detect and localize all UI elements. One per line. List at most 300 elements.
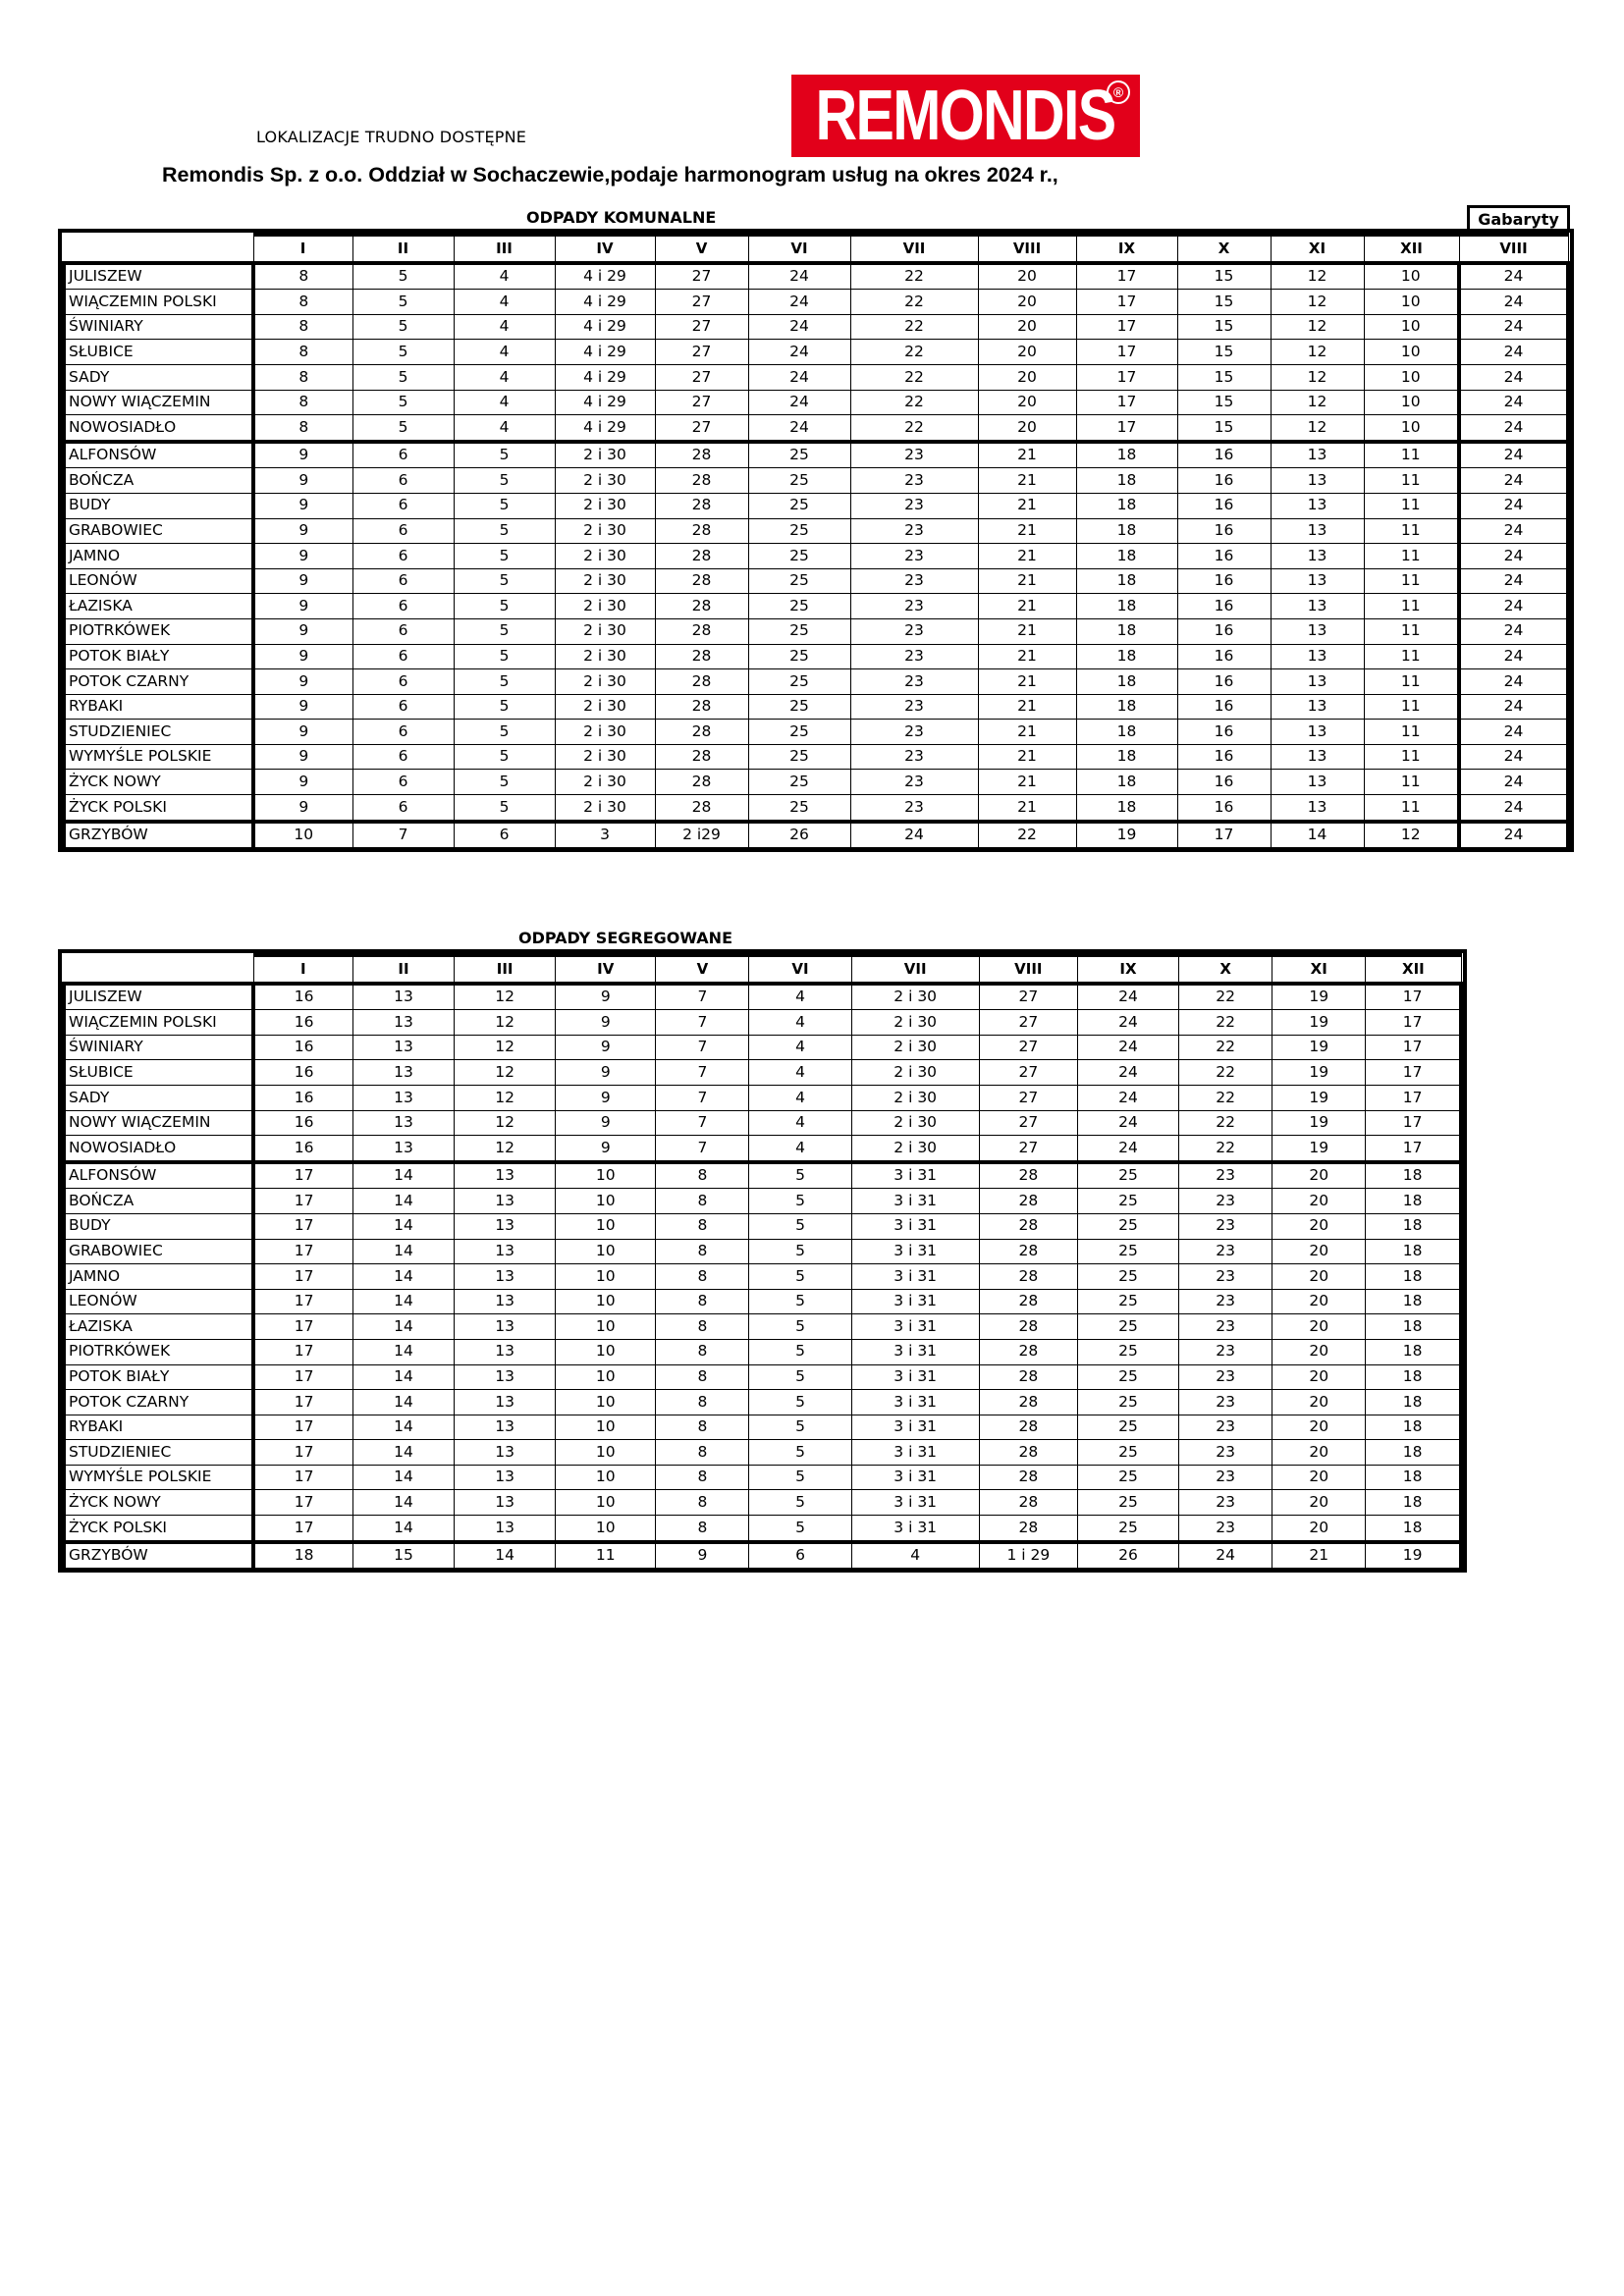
- schedule-cell: 19: [1272, 1035, 1366, 1060]
- schedule-cell: 5: [749, 1339, 851, 1364]
- schedule-cell: 13: [1271, 744, 1364, 770]
- locality-name: RYBAKI: [64, 694, 253, 720]
- table-row: [64, 720, 1568, 745]
- schedule-cell: 28: [655, 518, 748, 544]
- locality-name: WYMYŚLE POLSKIE: [64, 1465, 253, 1490]
- schedule-cell: 5: [749, 1516, 851, 1542]
- schedule-cell: 13: [1271, 644, 1364, 669]
- schedule-cell: 24: [1459, 669, 1568, 695]
- schedule-cell: 4 i 29: [555, 415, 655, 442]
- schedule-cell: 23: [850, 770, 978, 795]
- schedule-cell: 11: [556, 1542, 656, 1569]
- schedule-cell: 28: [655, 544, 748, 569]
- schedule-cell: 22: [1179, 1136, 1272, 1162]
- schedule-cell: 11: [1364, 669, 1459, 695]
- schedule-cell: 21: [978, 594, 1076, 619]
- schedule-cell: 28: [979, 1415, 1077, 1440]
- schedule-cell: 20: [978, 314, 1076, 340]
- table-row: [64, 1390, 1461, 1415]
- schedule-cell: 27: [655, 415, 748, 442]
- table-row: [64, 770, 1568, 795]
- schedule-cell: 16: [1177, 468, 1271, 494]
- schedule-cell: 21: [978, 468, 1076, 494]
- schedule-cell: 11: [1364, 468, 1459, 494]
- locality-name: ŻYCK NOWY: [64, 770, 253, 795]
- schedule-cell: 10: [556, 1213, 656, 1239]
- schedule-cell: 21: [978, 493, 1076, 518]
- month-header: XII: [1364, 235, 1459, 263]
- schedule-cell: 5: [454, 720, 555, 745]
- month-header: VIII: [978, 235, 1076, 263]
- schedule-cell: 10: [556, 1239, 656, 1264]
- schedule-cell: 24: [1459, 415, 1568, 442]
- schedule-cell: 22: [850, 390, 978, 415]
- locality-name: GRABOWIEC: [64, 1239, 253, 1264]
- schedule-cell: 25: [1077, 1162, 1178, 1189]
- table-row: [64, 669, 1568, 695]
- month-header: VII: [850, 235, 978, 263]
- month-header: VII: [851, 955, 979, 984]
- schedule-cell: 23: [1179, 1415, 1272, 1440]
- table-row: [64, 1189, 1461, 1214]
- schedule-cell: 14: [352, 1465, 454, 1490]
- schedule-cell: 23: [1179, 1213, 1272, 1239]
- schedule-cell: 8: [656, 1314, 749, 1340]
- schedule-cell: 17: [1366, 1060, 1461, 1086]
- schedule-cell: 6: [352, 669, 454, 695]
- schedule-cell: 13: [455, 1490, 556, 1516]
- schedule-cell: 25: [748, 594, 850, 619]
- locality-name: LEONÓW: [64, 1289, 253, 1314]
- schedule-cell: 5: [352, 390, 454, 415]
- schedule-cell: 18: [1366, 1289, 1461, 1314]
- schedule-cell: 9: [253, 720, 352, 745]
- schedule-cell: 24: [1077, 1110, 1178, 1136]
- schedule-cell: 18: [1076, 744, 1177, 770]
- schedule-cell: 11: [1364, 442, 1459, 468]
- schedule-cell: 24: [1077, 1060, 1178, 1086]
- schedule-cell: 2 i 30: [555, 468, 655, 494]
- schedule-cell: 27: [655, 290, 748, 315]
- schedule-cell: 20: [1272, 1289, 1366, 1314]
- schedule-cell: 24: [1459, 744, 1568, 770]
- month-header: X: [1179, 955, 1272, 984]
- schedule-cell: 4: [749, 1136, 851, 1162]
- schedule-cell: 10: [556, 1264, 656, 1290]
- month-header: VIII: [979, 955, 1077, 984]
- schedule-cell: 8: [656, 1465, 749, 1490]
- schedule-cell: 23: [1179, 1516, 1272, 1542]
- schedule-cell: 18: [1076, 544, 1177, 569]
- schedule-cell: 2 i 30: [555, 795, 655, 822]
- schedule-cell: 19: [1366, 1542, 1461, 1569]
- schedule-cell: 16: [1177, 770, 1271, 795]
- schedule-cell: 25: [748, 493, 850, 518]
- schedule-cell: 5: [352, 364, 454, 390]
- table-row: [64, 1440, 1461, 1466]
- schedule-cell: 25: [748, 744, 850, 770]
- schedule-cell: 23: [850, 468, 978, 494]
- schedule-cell: 25: [748, 770, 850, 795]
- schedule-cell: 11: [1364, 770, 1459, 795]
- table-row: [64, 694, 1568, 720]
- schedule-cell: 4 i 29: [555, 314, 655, 340]
- schedule-cell: 13: [352, 1136, 454, 1162]
- schedule-cell: 5: [454, 694, 555, 720]
- schedule-cell: 23: [850, 544, 978, 569]
- schedule-cell: 20: [1272, 1415, 1366, 1440]
- schedule-cell: 17: [1076, 263, 1177, 290]
- schedule-cell: 3 i 31: [851, 1189, 979, 1214]
- schedule-cell: 12: [1271, 364, 1364, 390]
- schedule-cell: 21: [978, 669, 1076, 695]
- schedule-cell: 28: [979, 1390, 1077, 1415]
- schedule-cell: 13: [1271, 795, 1364, 822]
- schedule-cell: 22: [850, 415, 978, 442]
- locality-name: PIOTRKÓWEK: [64, 618, 253, 644]
- locality-name: WYMYŚLE POLSKIE: [64, 744, 253, 770]
- registered-mark-icon: ®: [1107, 80, 1130, 104]
- table-row: [64, 795, 1568, 822]
- schedule-cell: 13: [455, 1339, 556, 1364]
- table-row: [64, 1289, 1461, 1314]
- schedule-cell: 18: [1076, 770, 1177, 795]
- schedule-cell: 13: [1271, 694, 1364, 720]
- schedule-cell: 3: [555, 822, 655, 848]
- schedule-cell: 13: [455, 1289, 556, 1314]
- schedule-cell: 19: [1272, 1060, 1366, 1086]
- schedule-cell: 9: [253, 770, 352, 795]
- schedule-cell: 23: [1179, 1390, 1272, 1415]
- schedule-cell: 10: [556, 1339, 656, 1364]
- schedule-cell: 7: [656, 1060, 749, 1086]
- schedule-cell: 3 i 31: [851, 1289, 979, 1314]
- schedule-cell: 18: [1366, 1440, 1461, 1466]
- schedule-cell: 10: [556, 1289, 656, 1314]
- schedule-cell: 23: [850, 744, 978, 770]
- schedule-cell: 28: [655, 770, 748, 795]
- schedule-cell: 22: [1179, 1110, 1272, 1136]
- schedule-cell: 6: [352, 694, 454, 720]
- month-header: IV: [555, 235, 655, 263]
- schedule-cell: 16: [1177, 442, 1271, 468]
- schedule-cell: 18: [1366, 1364, 1461, 1390]
- table-row: [64, 568, 1568, 594]
- schedule-cell: 28: [979, 1162, 1077, 1189]
- schedule-cell: 18: [1076, 493, 1177, 518]
- schedule-cell: 9: [656, 1542, 749, 1569]
- schedule-cell: 15: [1177, 364, 1271, 390]
- komunalne-title: ODPADY KOMUNALNE: [526, 208, 717, 227]
- table-row: [64, 415, 1568, 442]
- schedule-cell: 9: [556, 1060, 656, 1086]
- schedule-cell: 8: [656, 1440, 749, 1466]
- schedule-cell: 12: [1271, 415, 1364, 442]
- schedule-cell: 2 i 30: [851, 984, 979, 1010]
- schedule-cell: 6: [352, 795, 454, 822]
- schedule-cell: 25: [1077, 1339, 1178, 1364]
- schedule-cell: 5: [454, 493, 555, 518]
- locality-name: SŁUBICE: [64, 1060, 253, 1086]
- schedule-cell: 16: [253, 1136, 352, 1162]
- schedule-cell: 5: [454, 594, 555, 619]
- locality-name: ALFONSÓW: [64, 1162, 253, 1189]
- month-header: XI: [1272, 955, 1366, 984]
- month-header: VI: [748, 235, 850, 263]
- schedule-cell: 7: [656, 1085, 749, 1110]
- schedule-cell: 13: [1271, 594, 1364, 619]
- schedule-cell: 20: [1272, 1516, 1366, 1542]
- schedule-cell: 25: [748, 544, 850, 569]
- schedule-cell: 28: [655, 644, 748, 669]
- schedule-cell: 23: [1179, 1239, 1272, 1264]
- month-header: IV: [556, 955, 656, 984]
- schedule-cell: 8: [656, 1162, 749, 1189]
- komunalne-table: [62, 233, 1570, 848]
- schedule-cell: 28: [655, 493, 748, 518]
- schedule-cell: 21: [978, 694, 1076, 720]
- locality-name: BOŃCZA: [64, 1189, 253, 1214]
- schedule-cell: 17: [253, 1516, 352, 1542]
- schedule-cell: 20: [1272, 1490, 1366, 1516]
- table-row: [64, 1010, 1461, 1036]
- schedule-cell: 12: [1271, 290, 1364, 315]
- schedule-cell: 13: [455, 1364, 556, 1390]
- schedule-cell: 13: [352, 1060, 454, 1086]
- schedule-cell: 8: [656, 1189, 749, 1214]
- schedule-cell: 3 i 31: [851, 1516, 979, 1542]
- locality-name: POTOK BIAŁY: [64, 644, 253, 669]
- locality-name: RYBAKI: [64, 1415, 253, 1440]
- schedule-cell: 8: [656, 1289, 749, 1314]
- month-header: II: [352, 955, 454, 984]
- schedule-cell: 14: [352, 1162, 454, 1189]
- schedule-cell: 19: [1272, 1010, 1366, 1036]
- schedule-cell: 20: [1272, 1465, 1366, 1490]
- schedule-cell: 2 i 30: [555, 644, 655, 669]
- schedule-cell: 25: [1077, 1264, 1178, 1290]
- schedule-cell: 9: [556, 1035, 656, 1060]
- month-header: XII: [1366, 955, 1461, 984]
- schedule-cell: 16: [1177, 720, 1271, 745]
- schedule-cell: 15: [352, 1542, 454, 1569]
- schedule-cell: 13: [455, 1189, 556, 1214]
- schedule-cell: 22: [850, 364, 978, 390]
- schedule-cell: 23: [850, 493, 978, 518]
- schedule-cell: 4 i 29: [555, 263, 655, 290]
- schedule-cell: 5: [749, 1364, 851, 1390]
- schedule-cell: 11: [1364, 594, 1459, 619]
- schedule-cell: 22: [1179, 984, 1272, 1010]
- schedule-cell: 5: [454, 568, 555, 594]
- schedule-cell: 24: [850, 822, 978, 848]
- schedule-cell: 6: [749, 1542, 851, 1569]
- month-header: XI: [1271, 235, 1364, 263]
- schedule-cell: 17: [253, 1490, 352, 1516]
- schedule-cell: 18: [1366, 1490, 1461, 1516]
- locality-name: NOWOSIADŁO: [64, 1136, 253, 1162]
- table-row: [64, 340, 1568, 365]
- schedule-cell: 5: [352, 290, 454, 315]
- schedule-cell: 25: [1077, 1289, 1178, 1314]
- schedule-cell: 12: [455, 984, 556, 1010]
- schedule-cell: 4: [749, 1035, 851, 1060]
- table-row: [64, 644, 1568, 669]
- schedule-cell: 25: [1077, 1415, 1178, 1440]
- table-row: [64, 1314, 1461, 1340]
- schedule-cell: 5: [749, 1189, 851, 1214]
- schedule-cell: 13: [1271, 720, 1364, 745]
- table-row: [64, 822, 1568, 848]
- schedule-cell: 19: [1272, 984, 1366, 1010]
- locality-name: ALFONSÓW: [64, 442, 253, 468]
- schedule-cell: 20: [1272, 1314, 1366, 1340]
- schedule-cell: 10: [556, 1465, 656, 1490]
- schedule-cell: 27: [979, 1110, 1077, 1136]
- schedule-cell: 12: [455, 1060, 556, 1086]
- schedule-cell: 8: [656, 1339, 749, 1364]
- schedule-cell: 28: [655, 594, 748, 619]
- schedule-cell: 13: [455, 1440, 556, 1466]
- schedule-cell: 7: [352, 822, 454, 848]
- schedule-cell: 27: [979, 984, 1077, 1010]
- schedule-cell: 20: [978, 263, 1076, 290]
- schedule-cell: 10: [1364, 364, 1459, 390]
- schedule-cell: 18: [1076, 594, 1177, 619]
- schedule-cell: 6: [352, 744, 454, 770]
- schedule-cell: 28: [655, 694, 748, 720]
- schedule-cell: 24: [1459, 364, 1568, 390]
- schedule-cell: 20: [1272, 1162, 1366, 1189]
- table-row: [64, 290, 1568, 315]
- schedule-cell: 13: [1271, 544, 1364, 569]
- schedule-cell: 18: [1076, 618, 1177, 644]
- schedule-cell: 23: [850, 694, 978, 720]
- schedule-cell: 5: [749, 1440, 851, 1466]
- schedule-cell: 24: [1459, 263, 1568, 290]
- schedule-cell: 23: [850, 644, 978, 669]
- schedule-cell: 15: [1177, 390, 1271, 415]
- schedule-cell: 20: [1272, 1364, 1366, 1390]
- schedule-cell: 14: [352, 1264, 454, 1290]
- schedule-cell: 8: [253, 415, 352, 442]
- locality-name: NOWY WIĄCZEMIN: [64, 390, 253, 415]
- schedule-cell: 24: [1179, 1542, 1272, 1569]
- locality-name: JAMNO: [64, 1264, 253, 1290]
- schedule-cell: 24: [748, 263, 850, 290]
- schedule-cell: 3 i 31: [851, 1440, 979, 1466]
- schedule-cell: 16: [1177, 518, 1271, 544]
- schedule-cell: 21: [978, 744, 1076, 770]
- schedule-cell: 15: [1177, 263, 1271, 290]
- schedule-cell: 12: [1271, 340, 1364, 365]
- schedule-cell: 20: [1272, 1390, 1366, 1415]
- table-row: [64, 1516, 1461, 1542]
- schedule-cell: 23: [1179, 1440, 1272, 1466]
- schedule-cell: 9: [556, 1110, 656, 1136]
- schedule-cell: 4 i 29: [555, 364, 655, 390]
- schedule-cell: 16: [1177, 594, 1271, 619]
- table-row: [64, 744, 1568, 770]
- schedule-cell: 17: [1076, 364, 1177, 390]
- schedule-cell: 17: [1366, 1010, 1461, 1036]
- locality-name: JULISZEW: [64, 984, 253, 1010]
- schedule-cell: 23: [1179, 1162, 1272, 1189]
- schedule-cell: 21: [978, 770, 1076, 795]
- schedule-cell: 6: [352, 770, 454, 795]
- schedule-cell: 6: [352, 568, 454, 594]
- schedule-cell: 13: [1271, 442, 1364, 468]
- schedule-cell: 13: [455, 1239, 556, 1264]
- table-row: [64, 1035, 1461, 1060]
- schedule-cell: 23: [1179, 1314, 1272, 1340]
- schedule-cell: 13: [352, 1085, 454, 1110]
- schedule-cell: 10: [556, 1189, 656, 1214]
- header-blank-cell: [64, 955, 253, 984]
- locality-name: SŁUBICE: [64, 340, 253, 365]
- schedule-cell: 5: [454, 644, 555, 669]
- schedule-cell: 25: [748, 720, 850, 745]
- schedule-cell: 24: [1459, 493, 1568, 518]
- locality-name: JAMNO: [64, 544, 253, 569]
- schedule-cell: 3 i 31: [851, 1213, 979, 1239]
- schedule-cell: 13: [352, 1010, 454, 1036]
- schedule-cell: 13: [455, 1390, 556, 1415]
- locality-name: BUDY: [64, 1213, 253, 1239]
- schedule-cell: 24: [1459, 468, 1568, 494]
- schedule-cell: 24: [1459, 314, 1568, 340]
- schedule-cell: 13: [352, 984, 454, 1010]
- schedule-cell: 11: [1364, 720, 1459, 745]
- month-header: I: [253, 235, 352, 263]
- month-header: II: [352, 235, 454, 263]
- schedule-cell: 2 i 30: [851, 1010, 979, 1036]
- schedule-cell: 24: [1459, 290, 1568, 315]
- schedule-cell: 23: [850, 618, 978, 644]
- schedule-cell: 17: [1076, 314, 1177, 340]
- schedule-cell: 6: [352, 618, 454, 644]
- schedule-cell: 17: [1076, 415, 1177, 442]
- schedule-cell: 16: [253, 1035, 352, 1060]
- schedule-cell: 13: [455, 1465, 556, 1490]
- schedule-cell: 14: [352, 1339, 454, 1364]
- schedule-cell: 10: [556, 1440, 656, 1466]
- schedule-cell: 24: [1459, 340, 1568, 365]
- schedule-cell: 25: [1077, 1490, 1178, 1516]
- schedule-cell: 23: [1179, 1264, 1272, 1290]
- schedule-cell: 18: [1366, 1339, 1461, 1364]
- segregowane-title: ODPADY SEGREGOWANE: [518, 929, 732, 947]
- schedule-cell: 2 i 30: [555, 518, 655, 544]
- schedule-cell: 14: [352, 1440, 454, 1466]
- segregowane-header-row: [64, 955, 1461, 984]
- schedule-cell: 20: [1272, 1264, 1366, 1290]
- schedule-cell: 13: [1271, 618, 1364, 644]
- schedule-cell: 24: [1459, 770, 1568, 795]
- schedule-cell: 28: [655, 468, 748, 494]
- schedule-cell: 25: [1077, 1314, 1178, 1340]
- month-header: V: [655, 235, 748, 263]
- schedule-cell: 8: [656, 1415, 749, 1440]
- schedule-cell: 25: [748, 669, 850, 695]
- schedule-cell: 18: [1366, 1162, 1461, 1189]
- schedule-cell: 24: [1077, 1035, 1178, 1060]
- schedule-cell: 21: [1272, 1542, 1366, 1569]
- schedule-cell: 8: [253, 263, 352, 290]
- schedule-cell: 5: [454, 669, 555, 695]
- schedule-cell: 27: [979, 1136, 1077, 1162]
- month-header: IX: [1077, 955, 1178, 984]
